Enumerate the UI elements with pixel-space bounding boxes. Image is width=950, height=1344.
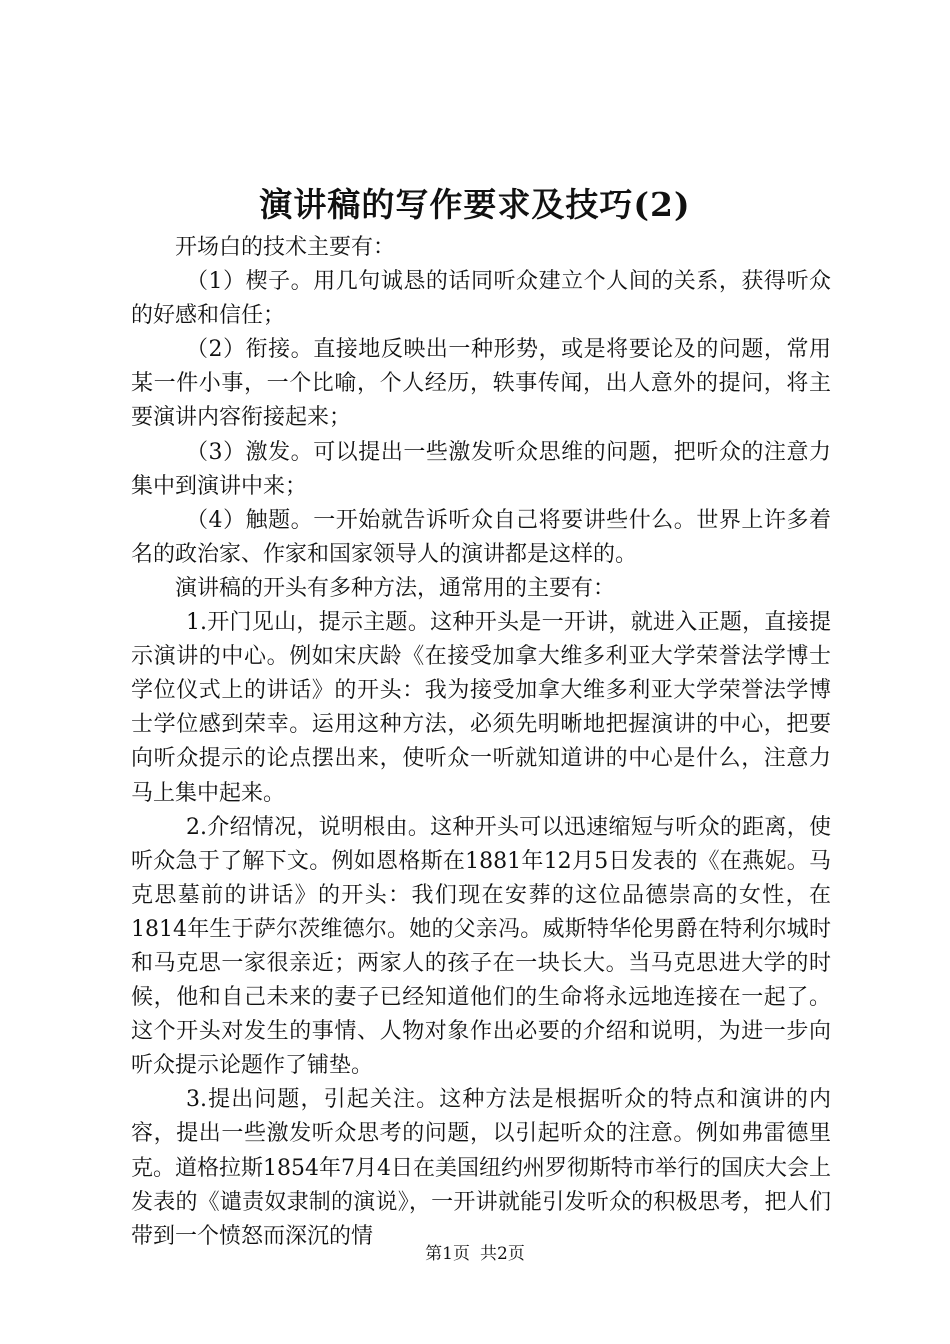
paragraph-method-3: 3.提出问题，引起关注。这种方法是根据听众的特点和演讲的内容，提出一些激发听众思考的问题，以引起听众的注意。例如弗雷德里克。道格拉斯1854年7月4日在美国纽约州罗彻斯特市举行的国庆大会上发表的《谴责奴隶制的演说》，一开讲就能引发听众的积极思考，把人们带到一个愤怒而深沉的情 xyxy=(131,1087,831,1249)
paragraph-intro: 开场白的技术主要有： xyxy=(175,235,396,260)
paragraph-item-4: （4）触题。一开始就告诉听众自己将要讲些什么。世界上许多着名的政治家、作家和国家领导人的演讲都是这样的。 xyxy=(131,507,831,567)
page-title: 演讲稿的写作要求及技巧(2) xyxy=(259,185,691,224)
paragraph-item-2: （2）衔接。直接地反映出一种形势，或是将要论及的问题，常用某一件小事，一个比喻，个人经历，轶事传闻，出人意外的提问，将主要演讲内容衔接起来； xyxy=(131,337,831,431)
document-body xyxy=(131,231,831,1254)
page-footer xyxy=(0,1243,950,1265)
paragraph-method-2: 2.介绍情况，说明根由。这种开头可以迅速缩短与听众的距离，使听众急于了解下文。例如恩格斯在1881年12月5日发表的《在燕妮。马克思墓前的讲话》的开头：我们现在安葬的这位品德崇高的女性，在1814年生于萨尔茨维德尔。她的父亲冯。威斯特华伦男爵在特利尔城时和马克思一家很亲近；两家人的孩子在一块长大。当马克思进大学的时候，他和自己未来的妻子已经知道他们的生命将永远地连接在一起了。这个开头对发生的事情、人物对象作出必要的介绍和说明，为进一步向听众提示论题作了铺垫。 xyxy=(131,814,831,1079)
page-number-total: 共2页 xyxy=(480,1244,525,1264)
paragraph-item-1: （1）楔子。用几句诚恳的话同听众建立个人间的关系，获得听众的好感和信任； xyxy=(131,269,831,329)
paragraph-method-1: 1.开门见山，提示主题。这种开头是一开讲，就进入正题，直接提示演讲的中心。例如宋庆龄《在接受加拿大维多利亚大学荣誉法学博士学位仪式上的讲话》的开头：我为接受加拿大维多利亚大学荣誉法学博士学位感到荣幸。运用这种方法，必须先明晰地把握演讲的中心，把要向听众提示的论点摆出来，使听众一听就知道讲的中心是什么，注意力马上集中起来。 xyxy=(131,610,831,806)
paragraph-methods-intro: 演讲稿的开头有多种方法，通常用的主要有： xyxy=(175,575,616,601)
page-number-current: 第1页 xyxy=(425,1244,470,1264)
paragraph-item-3: （3）激发。可以提出一些激发听众思维的问题，把听众的注意力集中到演讲中来； xyxy=(131,439,831,499)
